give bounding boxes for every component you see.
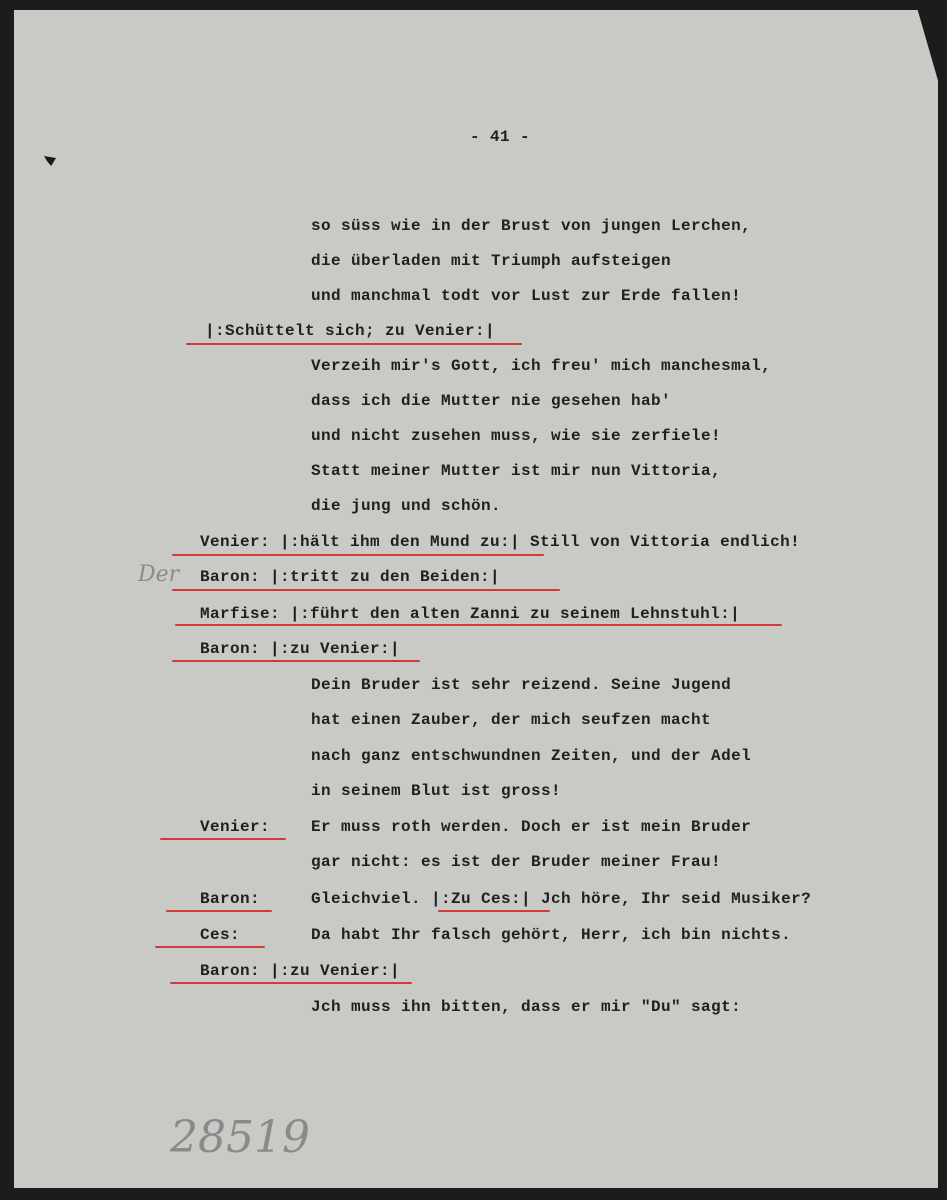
speaker-line-baron-3: Baron: |:zu Venier:| xyxy=(200,962,401,980)
line-9: die jung und schön. xyxy=(311,497,502,515)
red-underline xyxy=(172,554,544,556)
line-14: Dein Bruder ist sehr reizend. Seine Jugend xyxy=(311,676,732,694)
red-underline xyxy=(166,910,272,912)
pencil-annotation: Der xyxy=(138,562,180,587)
red-underline xyxy=(186,343,522,345)
line-5: Verzeih mir's Gott, ich freu' mich manchesmal, xyxy=(311,357,772,375)
red-underline xyxy=(175,624,782,626)
line-1: so süss wie in der Brust von jungen Lerchen, xyxy=(311,217,752,235)
speaker-venier: Venier: xyxy=(200,818,271,836)
line-7: und nicht zusehen muss, wie sie zerfiele! xyxy=(311,427,722,445)
speaker-line-baron-2: Baron: |:zu Venier:| xyxy=(200,640,401,658)
archive-number: 28519 xyxy=(170,1112,310,1163)
speaker-line-venier: Venier: |:hält ihm den Mund zu:| Still von Vittoria endlich! xyxy=(200,533,801,551)
red-underline xyxy=(160,838,286,840)
speaker-ces: Ces: xyxy=(200,926,241,944)
red-underline xyxy=(172,660,420,662)
red-underline xyxy=(155,946,265,948)
line-6: dass ich die Mutter nie gesehen hab' xyxy=(311,392,672,410)
line-21: Da habt Ihr falsch gehört, Herr, ich bin nichts. xyxy=(311,926,792,944)
line-19: gar nicht: es ist der Bruder meiner Frau! xyxy=(311,853,722,871)
page-number: - 41 - xyxy=(470,128,531,146)
red-underline xyxy=(438,910,550,912)
line-20: Gleichviel. |:Zu Ces:| Jch höre, Ihr seid Musiker? xyxy=(311,890,812,908)
speaker-baron: Baron: xyxy=(200,890,261,908)
speaker-line-marfise: Marfise: |:führt den alten Zanni zu seinem Lehnstuhl:| xyxy=(200,605,741,623)
line-2: die überladen mit Triumph aufsteigen xyxy=(311,252,672,270)
speaker-line-baron-1: Baron: |:tritt zu den Beiden:| xyxy=(200,568,501,586)
red-underline xyxy=(172,589,560,591)
line-15: hat einen Zauber, der mich seufzen macht xyxy=(311,711,712,729)
line-18: Er muss roth werden. Doch er ist mein Bruder xyxy=(311,818,752,836)
stage-direction-1: |:Schüttelt sich; zu Venier:| xyxy=(205,322,496,340)
line-8: Statt meiner Mutter ist mir nun Vittoria, xyxy=(311,462,722,480)
line-23: Jch muss ihn bitten, dass er mir "Du" sagt: xyxy=(311,998,742,1016)
line-3: und manchmal todt vor Lust zur Erde fallen! xyxy=(311,287,742,305)
line-17: in seinem Blut ist gross! xyxy=(311,782,562,800)
line-16: nach ganz entschwundnen Zeiten, und der Adel xyxy=(311,747,752,765)
red-underline xyxy=(170,982,412,984)
